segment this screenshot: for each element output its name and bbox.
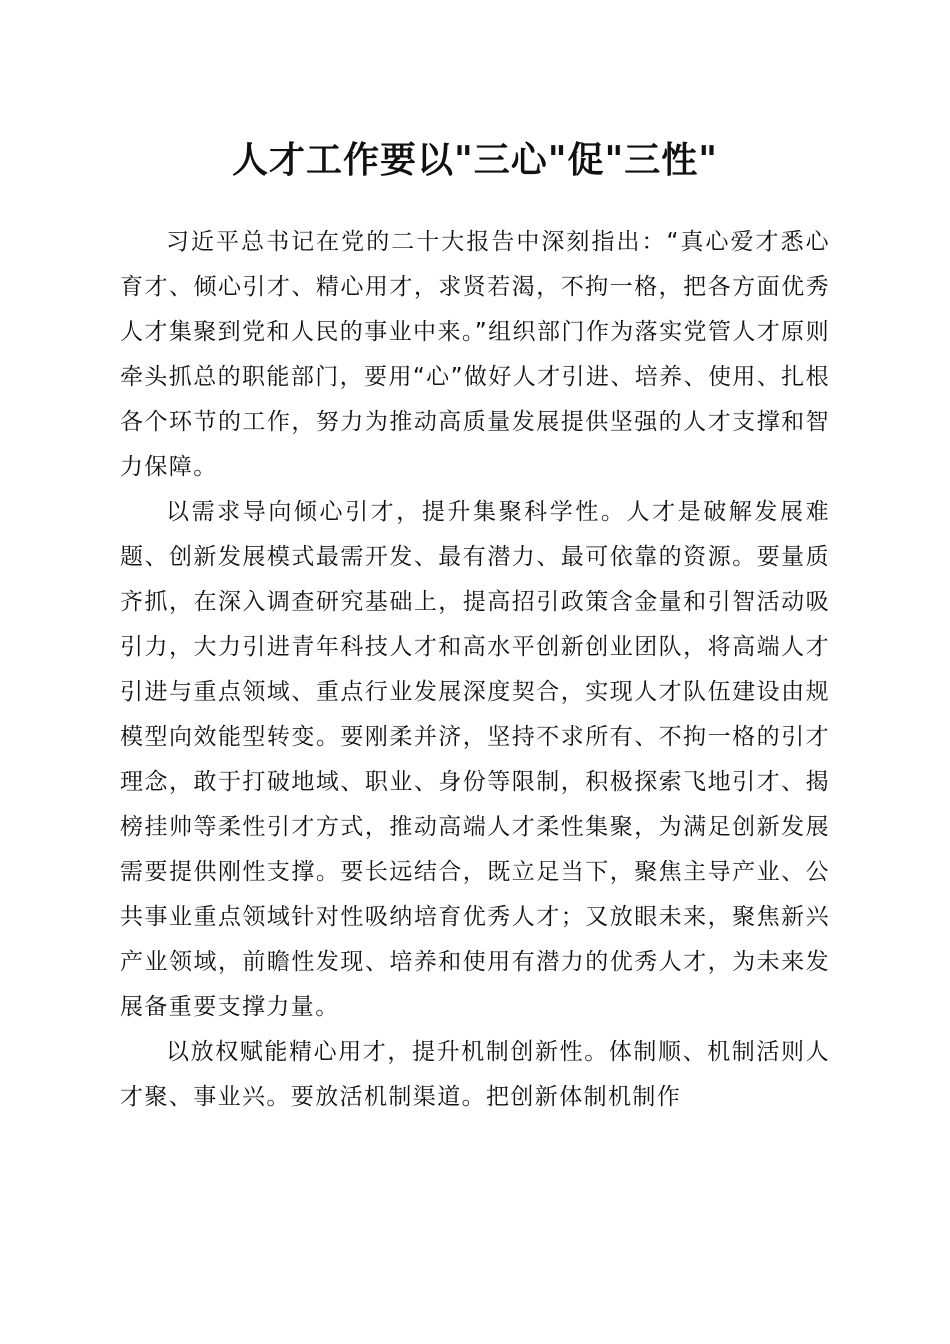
document-title: 人才工作要以"三心"促"三性" — [231, 139, 719, 181]
paragraph-attract-talent: 以需求导向倾心引才，提升集聚科学性。人才是破解发展难题、创新发展模式最需开发、最有潜力、最可依靠的资源。要量质齐抓，在深入调查研究基础上，提高招引政策含金量和引智活动吸引力，大力引进青年科技人才和高水平创新创业团队，将高端人才引进与重点领域、重点行业发展深度契合，实现人才队伍建设由规模型向效能型转变。要刚柔并济，坚持不求所有、不拘一格的引才理念，敢于打破地域、职业、身份等限制，积极探索飞地引才、揭榜挂帅等柔性引才方式，推动高端人才柔性集聚，为满足创新发展需要提供刚性支撑。要长远结合，既立足当下，聚焦主导产业、公共事业重点领域针对性吸纳培育优秀人才；又放眼未来，聚焦新兴产业领域，前瞻性发现、培养和使用有潜力的优秀人才，为未来发展备重要支撑力量。 — [120, 499, 830, 1020]
paragraph-intro: 习近平总书记在党的二十大报告中深刻指出：“真心爱才悉心育才、倾心引才、精心用才，求贤若渴，不拘一格，把各方面优秀人才集聚到党和人民的事业中来。”组织部门作为落实党管人才原则牵头抓总的职能部门，要用“心”做好人才引进、培养、使用、扎根各个环节的工作，努力为推动高质量发展提供坚强的人才支撑和智力保障。 — [120, 229, 830, 480]
paragraph-use-talent: 以放权赋能精心用才，提升机制创新性。体制顺、机制活则人才聚、事业兴。要放活机制渠道。把创新体制机制作 — [120, 1039, 830, 1110]
document-body — [120, 220, 830, 1120]
